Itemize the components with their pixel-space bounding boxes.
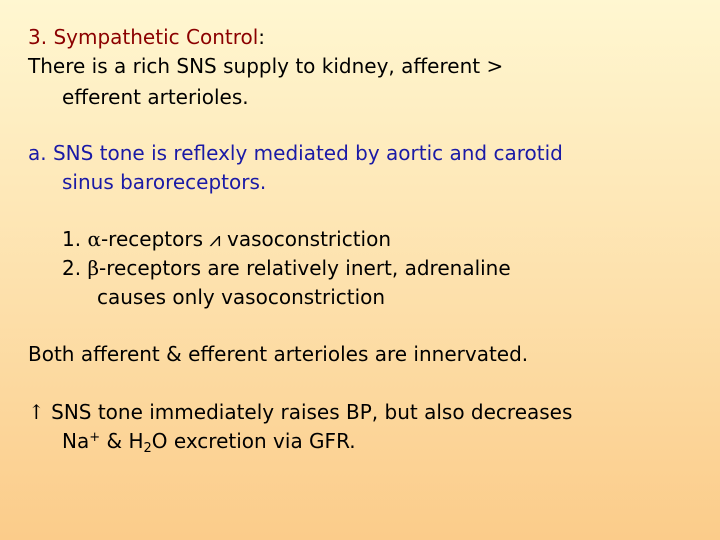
receptor-item-alpha-num: 1. [62, 227, 82, 251]
water-subscript: 2 [143, 441, 152, 456]
heading-title: Sympathetic Control [53, 25, 259, 49]
receptor-item-beta-num: 2. [62, 256, 82, 280]
intro-line-2: efferent arterioles. [62, 85, 249, 109]
final-line-1-text: SNS tone immediately raises BP, but also decreases [51, 400, 573, 424]
receptor-item-alpha-text: -receptors [100, 227, 203, 251]
receptor-item-alpha [62, 226, 391, 252]
final-line-2-rest: O excretion via GFR. [151, 429, 356, 453]
beta-symbol: β [87, 256, 100, 280]
sodium-label: Na [62, 429, 90, 453]
final-line-1 [28, 399, 572, 425]
receptor-item-beta-text: -receptors are relatively inert, adrenaline [99, 256, 511, 280]
receptor-item-beta-line-2: causes only vasoconstriction [97, 285, 386, 309]
alpha-symbol: α [87, 227, 101, 251]
receptor-item-beta [62, 255, 511, 281]
and-hydrogen: & H [106, 429, 144, 453]
receptor-item-alpha-effect: vasoconstriction [227, 227, 392, 251]
heading-colon: : [258, 25, 266, 49]
final-line-2 [62, 428, 356, 454]
point-a-line-1: a. SNS tone is reflexly mediated by aortic and carotid [28, 141, 563, 165]
both-arterioles-text: Both afferent & efferent arterioles are innervated. [28, 342, 529, 366]
intro-line-1: There is a rich SNS supply to kidney, afferent > [28, 54, 504, 78]
heading [28, 24, 265, 50]
heading-number: 3. [28, 25, 48, 49]
point-a-line-2: sinus baroreceptors. [62, 170, 267, 194]
sodium-charge: + [89, 430, 101, 445]
up-arrow-icon: ↑ [28, 400, 45, 424]
implies-arrow-icon: ⩘ [209, 227, 221, 251]
